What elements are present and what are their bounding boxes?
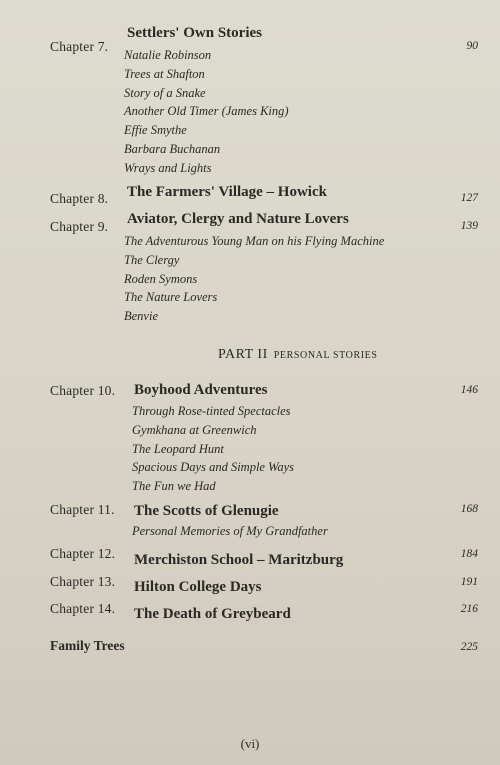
chapter-title: Merchiston School – Maritzburg xyxy=(134,552,344,568)
subsection-item: The Nature Lovers xyxy=(124,290,218,305)
subsection-item: Gymkhana at Greenwich xyxy=(132,422,257,437)
chapter-label: Chapter 12. xyxy=(50,546,116,561)
page-number: 127 xyxy=(460,192,478,204)
subsection-item: The Adventurous Young Man on his Flying Machine xyxy=(124,234,385,248)
page-number: 146 xyxy=(460,384,478,396)
page-number: 184 xyxy=(460,548,478,560)
page-number: 225 xyxy=(460,641,478,653)
chapter-title: Hilton College Days xyxy=(134,579,262,595)
family-trees-title: Family Trees xyxy=(50,638,125,653)
chapter-label: Chapter 11. xyxy=(50,502,115,517)
subsection-item: Wrays and Lights xyxy=(124,160,212,175)
chapter-title: The Death of Greybeard xyxy=(134,606,291,622)
page-number: 168 xyxy=(460,503,478,515)
chapter-label: Chapter 14. xyxy=(50,601,116,616)
subsection-item: Story of a Snake xyxy=(124,85,206,100)
part-subtitle: PERSONAL STORIES xyxy=(273,350,378,361)
chapter-title: The Farmers' Village – Howick xyxy=(127,184,327,200)
subsection-item: Through Rose-tinted Spectacles xyxy=(132,404,291,418)
folio-page-number: (vi) xyxy=(240,736,260,751)
subsection-item: Benvie xyxy=(124,309,159,324)
page-number: 216 xyxy=(460,603,478,615)
subsection-list xyxy=(124,232,384,326)
page-number: 90 xyxy=(466,40,478,52)
chapter-title: Aviator, Clergy and Nature Lovers xyxy=(127,211,349,227)
subsection-list xyxy=(124,46,289,178)
subsection-list xyxy=(132,522,328,541)
subsection-item: Spacious Days and Simple Ways xyxy=(132,460,295,475)
chapter-label: Chapter 7. xyxy=(50,39,109,54)
subsection-item: Trees at Shafton xyxy=(124,66,205,81)
subsection-item: The Leopard Hunt xyxy=(132,441,224,456)
part-number: PART II xyxy=(218,347,268,362)
chapter-label: Chapter 8. xyxy=(50,191,109,206)
subsection-item: Another Old Timer (James King) xyxy=(124,104,289,119)
subsection-item: Barbara Buchanan xyxy=(124,141,221,156)
subsection-item: Natalie Robinson xyxy=(124,48,212,62)
subsection-list xyxy=(132,402,294,496)
subsection-item: Effie Smythe xyxy=(124,123,187,138)
chapter-label: Chapter 9. xyxy=(50,219,109,234)
part-heading xyxy=(218,345,378,363)
subsection-item: Personal Memories of My Grandfather xyxy=(132,524,328,538)
page-number: 139 xyxy=(460,220,478,232)
page-number: 191 xyxy=(460,576,478,588)
subsection-item: The Fun we Had xyxy=(132,479,216,494)
chapter-label: Chapter 13. xyxy=(50,574,116,589)
subsection-item: Roden Symons xyxy=(124,271,198,286)
chapter-title: The Scotts of Glenugie xyxy=(134,503,279,519)
chapter-title: Boyhood Adventures xyxy=(134,382,268,398)
chapter-title: Settlers' Own Stories xyxy=(127,25,262,41)
chapter-label: Chapter 10. xyxy=(50,383,116,398)
subsection-item: The Clergy xyxy=(124,252,180,267)
